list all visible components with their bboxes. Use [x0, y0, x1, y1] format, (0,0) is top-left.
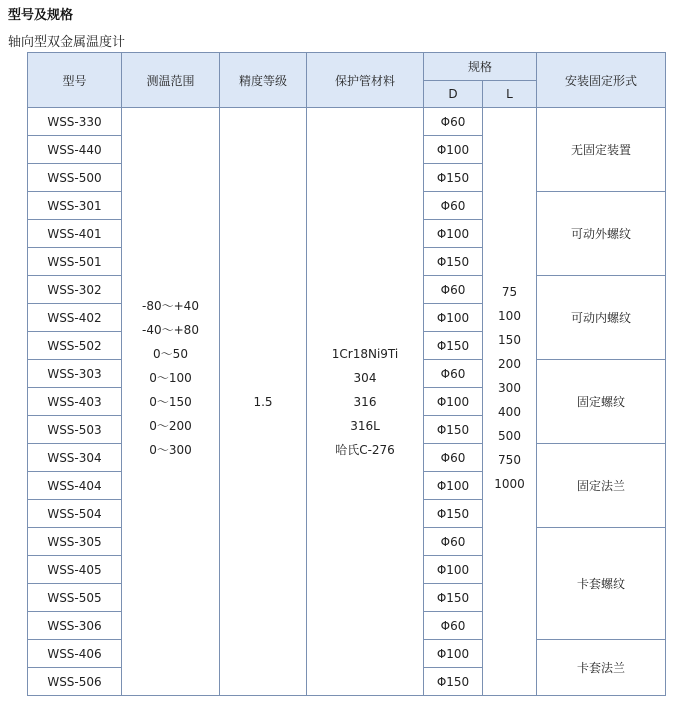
range-value: 0～100 [149, 370, 192, 385]
header-model: 型号 [28, 53, 122, 108]
model-cell: WSS-302 [28, 276, 122, 304]
diameter-cell: Φ100 [424, 388, 483, 416]
header-d: D [424, 81, 483, 108]
model-cell: WSS-405 [28, 556, 122, 584]
material-value: 316 [353, 394, 377, 409]
diameter-cell: Φ100 [424, 640, 483, 668]
model-cell: WSS-500 [28, 164, 122, 192]
model-cell: WSS-404 [28, 472, 122, 500]
mount-cell: 可动外螺纹 [537, 192, 666, 276]
model-cell: WSS-301 [28, 192, 122, 220]
model-cell: WSS-303 [28, 360, 122, 388]
material-value: 哈氏C-276 [335, 442, 395, 457]
diameter-cell: Φ60 [424, 276, 483, 304]
material-cell [307, 108, 424, 696]
diameter-cell: Φ100 [424, 472, 483, 500]
header-mount: 安装固定形式 [537, 53, 666, 108]
mount-cell: 固定法兰 [537, 444, 666, 528]
diameter-cell: Φ60 [424, 108, 483, 136]
diameter-cell: Φ150 [424, 416, 483, 444]
length-value: 200 [498, 356, 521, 371]
model-cell: WSS-305 [28, 528, 122, 556]
length-value: 300 [498, 380, 521, 395]
mount-cell: 无固定装置 [537, 108, 666, 192]
diameter-cell: Φ100 [424, 220, 483, 248]
model-cell: WSS-503 [28, 416, 122, 444]
diameter-cell: Φ150 [424, 248, 483, 276]
range-value: -40～+80 [142, 322, 199, 337]
diameter-cell: Φ60 [424, 612, 483, 640]
range-value: 0～150 [149, 394, 192, 409]
header-range: 测温范围 [122, 53, 220, 108]
range-value: 0～50 [153, 346, 188, 361]
diameter-cell: Φ100 [424, 136, 483, 164]
length-value: 1000 [494, 476, 525, 491]
length-value: 500 [498, 428, 521, 443]
header-spec: 规格 [424, 53, 537, 81]
model-cell: WSS-505 [28, 584, 122, 612]
page-title: 型号及规格 [8, 8, 74, 23]
mount-cell: 卡套螺纹 [537, 528, 666, 640]
range-value: -80～+40 [142, 298, 199, 313]
accuracy-cell: 1.5 [220, 108, 307, 696]
diameter-cell: Φ100 [424, 556, 483, 584]
material-value: 1Cr18Ni9Ti [331, 346, 399, 361]
table-body [28, 108, 666, 696]
model-cell: WSS-402 [28, 304, 122, 332]
model-cell: WSS-504 [28, 500, 122, 528]
range-cell [122, 108, 220, 696]
diameter-cell: Φ150 [424, 584, 483, 612]
model-cell: WSS-506 [28, 668, 122, 696]
spec-table [27, 52, 666, 696]
model-cell: WSS-306 [28, 612, 122, 640]
diameter-cell: Φ60 [424, 360, 483, 388]
model-cell: WSS-440 [28, 136, 122, 164]
diameter-cell: Φ150 [424, 500, 483, 528]
length-value: 75 [501, 284, 518, 299]
header-l: L [483, 81, 537, 108]
length-value: 750 [498, 452, 521, 467]
mount-cell: 卡套法兰 [537, 640, 666, 696]
length-value: 400 [498, 404, 521, 419]
diameter-cell: Φ60 [424, 528, 483, 556]
header-accuracy: 精度等级 [220, 53, 307, 108]
length-cell [483, 108, 537, 696]
length-value: 100 [498, 308, 521, 323]
diameter-cell: Φ150 [424, 668, 483, 696]
diameter-cell: Φ150 [424, 332, 483, 360]
range-value: 0～300 [149, 442, 192, 457]
model-cell: WSS-406 [28, 640, 122, 668]
model-cell: WSS-501 [28, 248, 122, 276]
table-row [28, 108, 666, 136]
table-header [28, 53, 666, 108]
diameter-cell: Φ60 [424, 444, 483, 472]
header-material: 保护管材料 [307, 53, 424, 108]
material-value: 304 [353, 370, 377, 385]
mount-cell: 可动内螺纹 [537, 276, 666, 360]
model-cell: WSS-502 [28, 332, 122, 360]
mount-cell: 固定螺纹 [537, 360, 666, 444]
model-cell: WSS-403 [28, 388, 122, 416]
model-cell: WSS-401 [28, 220, 122, 248]
diameter-cell: Φ60 [424, 192, 483, 220]
diameter-cell: Φ150 [424, 164, 483, 192]
model-cell: WSS-304 [28, 444, 122, 472]
model-cell: WSS-330 [28, 108, 122, 136]
range-value: 0～200 [149, 418, 192, 433]
product-subtitle: 轴向型双金属温度计 [8, 35, 126, 50]
material-value: 316L [350, 418, 380, 433]
diameter-cell: Φ100 [424, 304, 483, 332]
length-value: 150 [498, 332, 521, 347]
